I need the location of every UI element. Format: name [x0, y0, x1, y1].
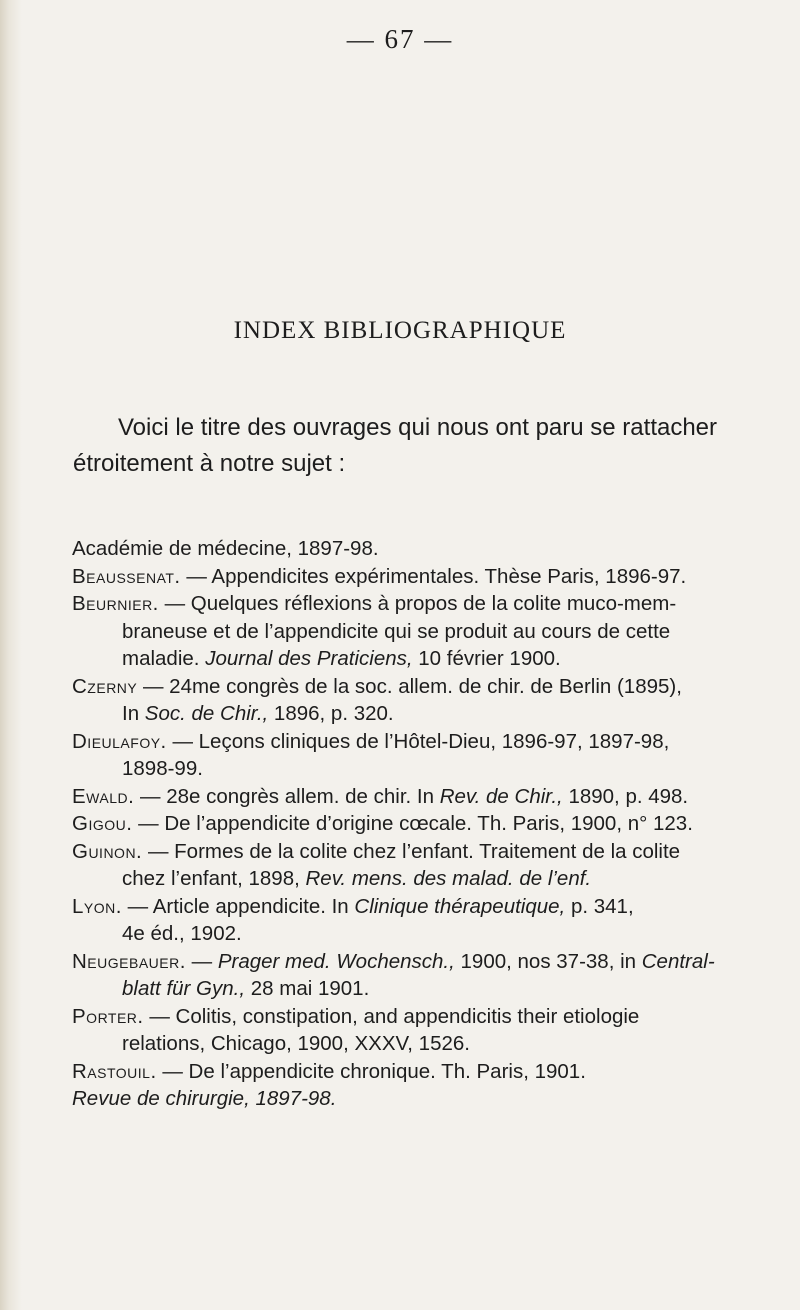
entry-text: In — [122, 702, 145, 725]
intro-line-2: étroitement à notre sujet : — [73, 450, 346, 477]
entry-journal: Rev. mens. des malad. de l’enf. — [305, 867, 592, 890]
entry-text: — Article appendicite. In — [127, 894, 355, 918]
bibliography-entry — [72, 1085, 772, 1113]
entry-text: Académie de médecine, 1897-98. — [72, 537, 379, 560]
bibliography-list — [72, 535, 772, 1113]
entry-text: — 28e congrès allem. de chir. In — [140, 784, 440, 808]
entry-journal: Rev. de Chir., — [439, 784, 563, 808]
entry-text: — De l’appendicite d’origine cœcale. Th. Paris, 1900, n° 123. — [138, 812, 693, 835]
bibliography-entry — [72, 893, 772, 948]
entry-text: chez l’enfant, 1898, — [122, 867, 306, 890]
bibliography-entry — [72, 783, 772, 811]
entry-author: Rastouil. — [72, 1059, 157, 1083]
entry-text: — 24me congrès de la soc. allem. de chir. de Berlin (1895), — [142, 674, 682, 698]
entry-text: 1890, p. 498. — [562, 784, 689, 808]
entry-journal: Revue de chirurgie, — [72, 1087, 250, 1110]
bibliography-entry — [72, 948, 772, 1003]
entry-author: Dieulafoy. — [72, 729, 167, 753]
bibliography-entry — [72, 590, 772, 673]
entry-author: Ewald. — [72, 784, 135, 808]
page-binding-edge — [0, 0, 22, 1310]
entry-author: Beaussenat. — [72, 564, 181, 588]
bibliography-entry — [72, 728, 772, 783]
entry-author: Guinon. — [72, 839, 143, 863]
entry-author: Gigou. — [72, 812, 133, 835]
intro-line-1: Voici le titre des ouvrages qui nous ont paru se rattacher — [118, 414, 718, 441]
entry-author: Czerny — [72, 674, 138, 698]
entry-author: Lyon. — [72, 894, 122, 918]
entry-journal: Soc. de Chir., — [144, 702, 269, 725]
entry-text: braneuse et de l’appendicite qui se produit au cours de cette — [122, 619, 671, 643]
entry-text: 1896, p. 320. — [268, 702, 394, 725]
entry-journal: Journal des Praticiens, — [205, 647, 413, 670]
intro-paragraph — [73, 410, 773, 482]
entry-text: p. 341, — [565, 894, 634, 918]
entry-journal: Central- — [641, 949, 715, 973]
entry-author: Porter. — [72, 1004, 144, 1028]
entry-author: Neugebauer. — [72, 949, 186, 973]
page-title: INDEX BIBLIOGRAPHIQUE — [233, 317, 567, 344]
entry-journal: Clinique thérapeutique, — [354, 894, 566, 918]
entry-text: — De l’appendicite chronique. Th. Paris, 1901. — [162, 1059, 586, 1083]
bibliography-entry — [72, 838, 772, 893]
entry-text: — Colitis, constipation, and appendicitis their etiologie — [149, 1004, 640, 1028]
entry-text: 28 mai 1901. — [245, 977, 370, 1000]
bibliography-entry — [72, 563, 772, 591]
entry-text: 4e éd., 1902. — [122, 922, 242, 945]
entry-journal: Prager med. Wochensch., — [217, 949, 455, 973]
entry-text: — Appendicites expérimentales. Thèse Paris, 1896-97. — [186, 564, 687, 588]
bibliography-entry — [72, 673, 772, 728]
entry-text: — — [191, 949, 218, 973]
page-number: — 67 — — [346, 24, 454, 54]
entry-journal: blatt für Gyn., — [122, 977, 246, 1000]
entry-text: 10 février 1900. — [412, 647, 561, 670]
entry-author: Beurnier. — [72, 592, 159, 615]
entry-text: — Leçons cliniques de l’Hôtel-Dieu, 1896-97, 1897-98, — [172, 729, 670, 753]
entry-text: — Quelques réflexions à propos de la colite muco-mem- — [164, 592, 677, 615]
entry-text: 1898-99. — [122, 757, 203, 780]
bibliography-entry — [72, 1058, 772, 1086]
entry-text: 1897-98. — [249, 1087, 337, 1110]
bibliography-entry — [72, 535, 772, 563]
entry-text: 1900, nos 37-38, in — [454, 949, 642, 973]
bibliography-entry — [72, 810, 772, 838]
entry-text: maladie. — [122, 647, 206, 670]
bibliography-entry — [72, 1003, 772, 1058]
entry-text: — Formes de la colite chez l’enfant. Traitement de la colite — [147, 839, 681, 863]
entry-text: relations, Chicago, 1900, XXXV, 1526. — [122, 1032, 470, 1055]
